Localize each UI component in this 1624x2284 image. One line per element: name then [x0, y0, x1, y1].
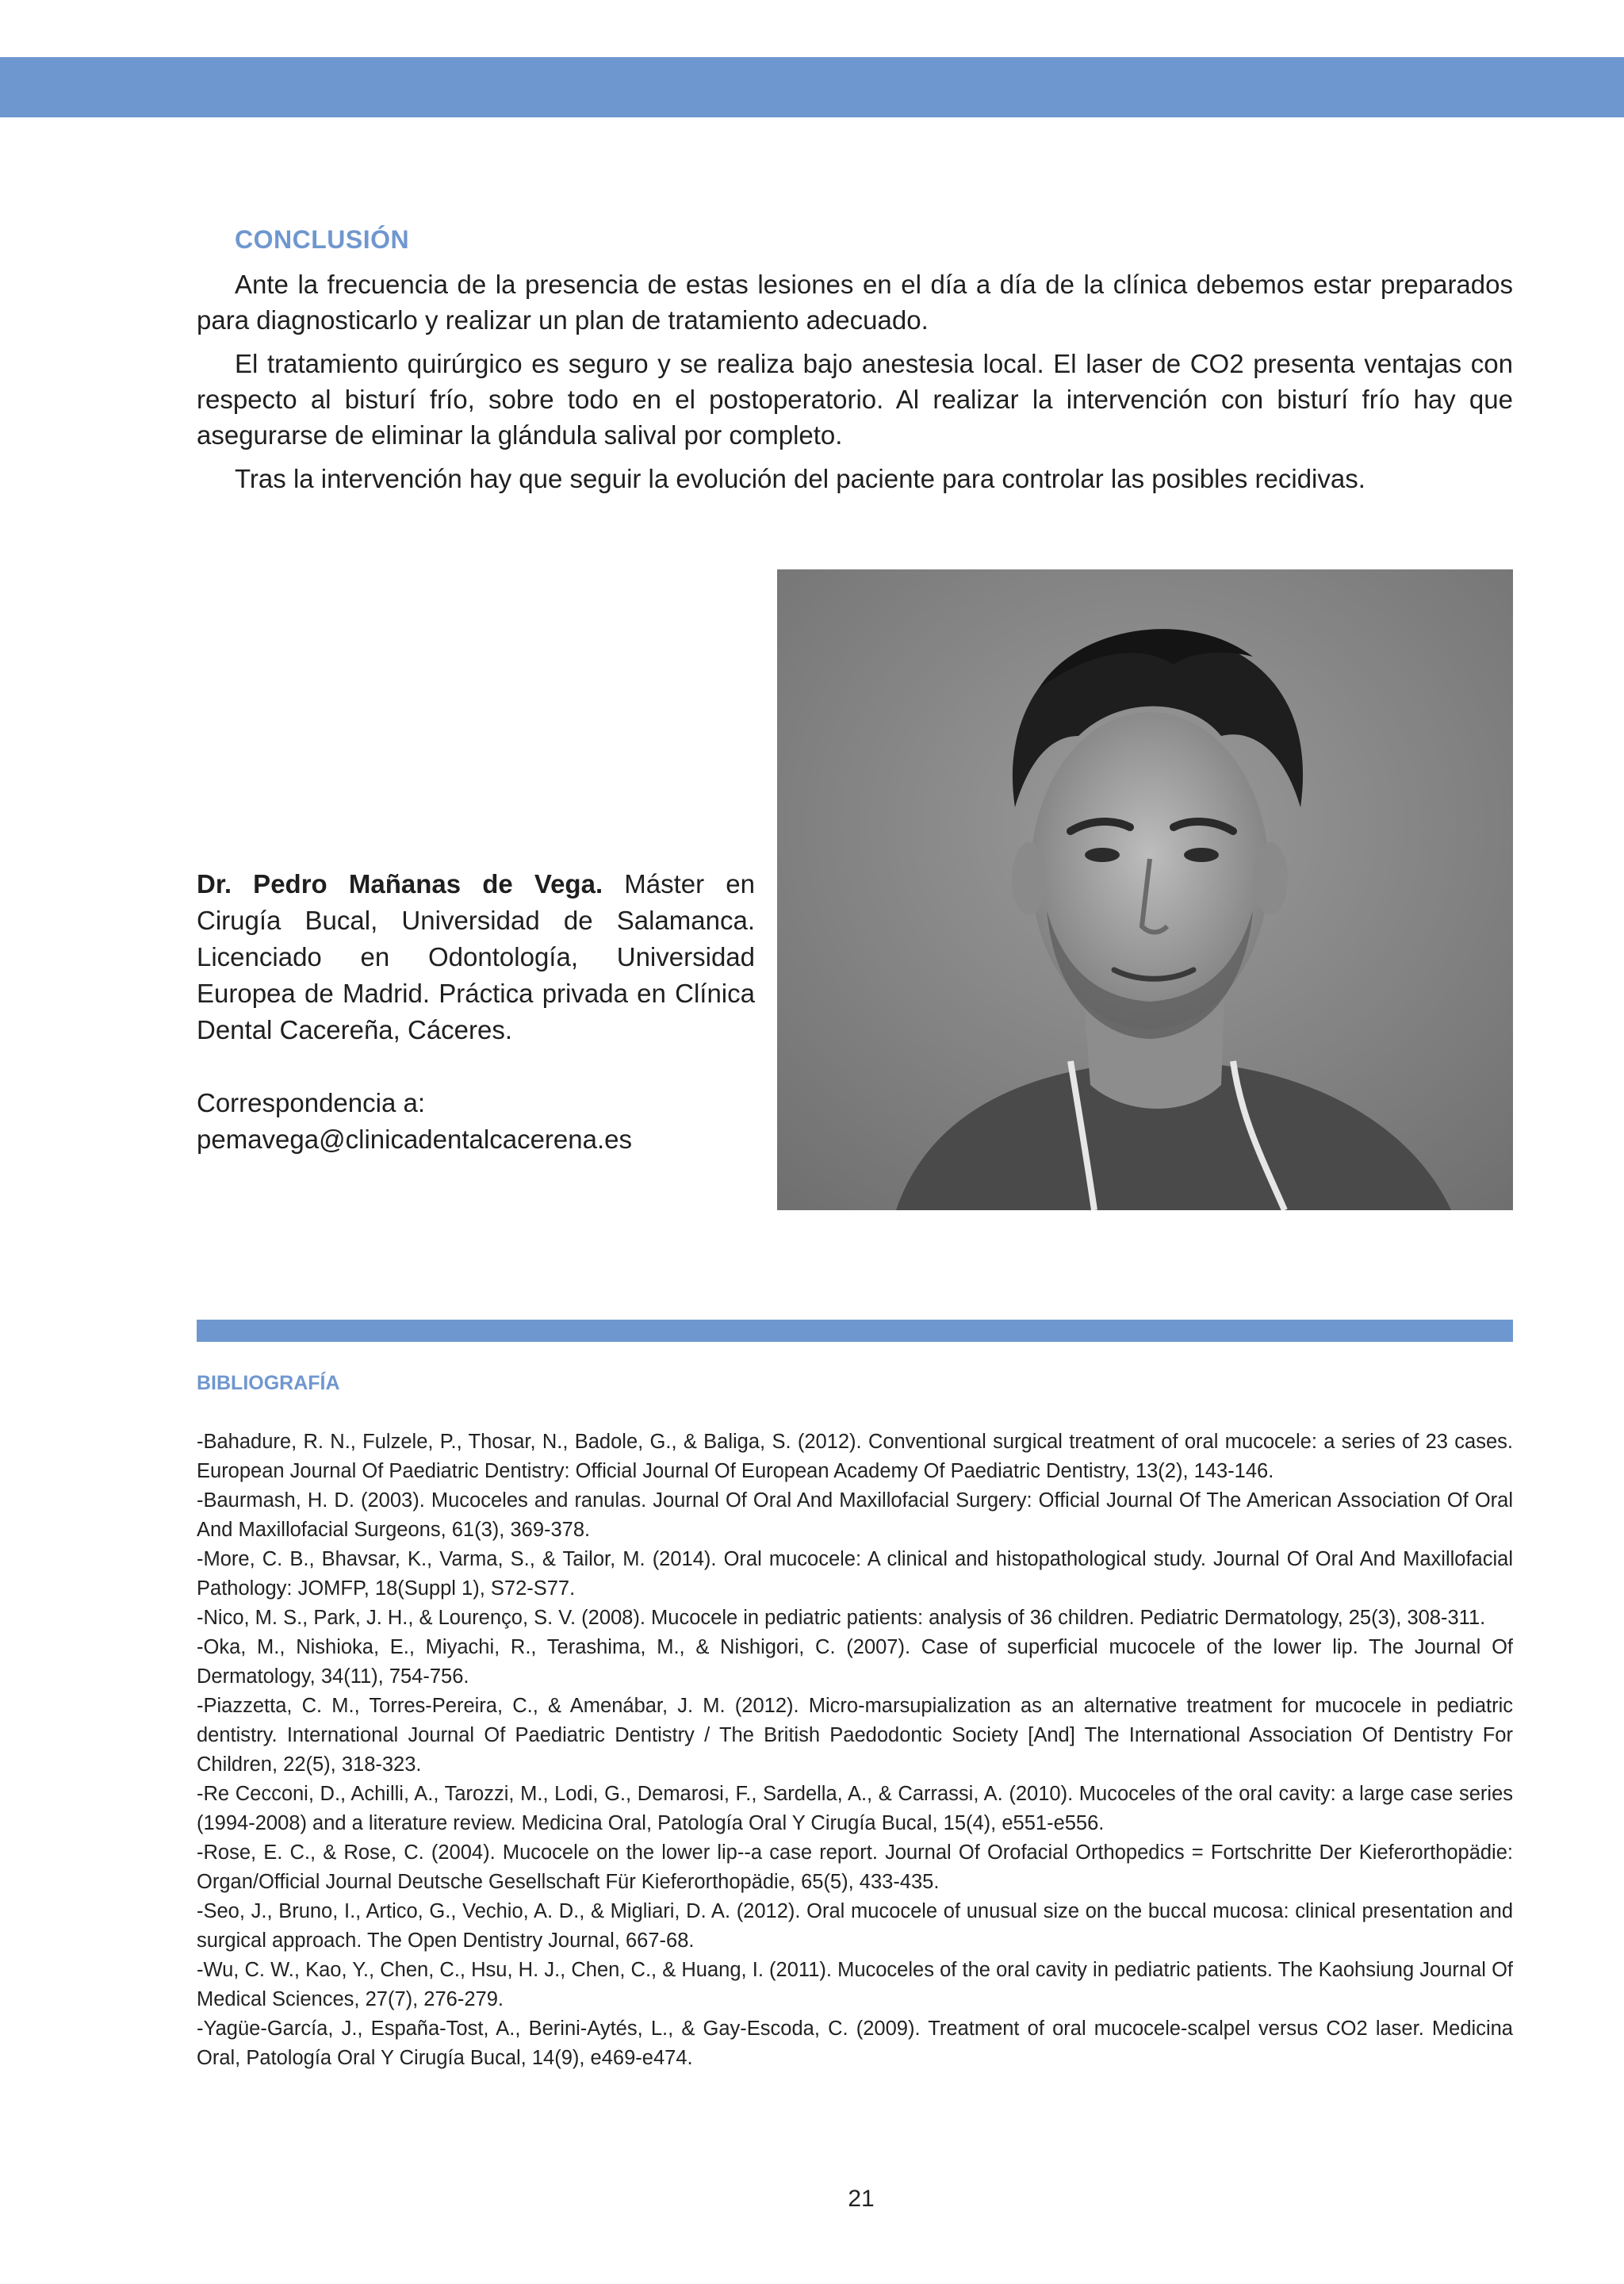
bibliography-entry: -Rose, E. C., & Rose, C. (2004). Mucocele on the lower lip--a case report. Journal Of Orofacial Orthopedics = Fortschritte Der Kieferorthopädie: Organ/Official Journal Deutsche Gesellschaft Für Kieferorthopädie, 65(5), 433-435. — [197, 1841, 1513, 1893]
author-email: pemavega@clinicadentalcacerena.es — [197, 1125, 632, 1154]
bibliography-entry: -Piazzetta, C. M., Torres-Pereira, C., & Amenábar, J. M. (2012). Micro-marsupialization as an alternative treatment for mucocele in pediatric dentistry. International Journal Of Paediatric Dentistry / The British Paedodontic Society [And] The International Association Of Dentistry For Children, 22(5), 318-323. — [197, 1695, 1513, 1776]
author-bio — [197, 866, 755, 1158]
bibliography-entry: -Yagüe-García, J., España-Tost, A., Berini-Aytés, L., & Gay-Escoda, C. (2009). Treatment of oral mucocele-scalpel versus CO2 laser. Medicina Oral, Patología Oral Y Cirugía Bucal, 14(9), e469-e474. — [197, 2018, 1513, 2069]
correspondence — [197, 1085, 755, 1158]
page-number: 21 — [848, 2186, 875, 2212]
bibliography-entry: -More, C. B., Bhavsar, K., Varma, S., & Tailor, M. (2014). Oral mucocele: A clinical and histopathological study. Journal Of Oral And Maxillofacial Pathology: JOMFP, 18(Suppl 1), S72-S77. — [197, 1548, 1513, 1600]
bibliography-entry: -Wu, C. W., Kao, Y., Chen, C., Hsu, H. J., Chen, C., & Huang, I. (2011). Mucoceles of the oral cavity in pediatric patients. The Kaohsiung Journal Of Medical Sciences, 27(7), 276-279. — [197, 1959, 1513, 2010]
conclusion-paragraph: El tratamiento quirúrgico es seguro y se realiza bajo anestesia local. El laser de CO2 presenta ventajas con respecto al bisturí frío, sobre todo en el postoperatorio. Al realizar la intervención con bisturí frío hay que asegurarse de eliminar la glándula salival por completo. — [197, 349, 1513, 450]
bibliography-heading: BIBLIOGRAFÍA — [197, 1372, 340, 1394]
bibliography-entry: -Re Cecconi, D., Achilli, A., Tarozzi, M., Lodi, G., Demarosi, F., Sardella, A., & Carrassi, A. (2010). Mucoceles of the oral cavity: a large case series (1994-2008) and a literature review. Medicina Oral, Patología Oral Y Cirugía Bucal, 15(4), e551-e556. — [197, 1783, 1513, 1834]
header-band — [0, 57, 1624, 117]
bibliography-entry: -Oka, M., Nishioka, E., Miyachi, R., Terashima, M., & Nishigori, C. (2007). Case of superficial mucocele of the lower lip. The Journal Of Dermatology, 34(11), 754-756. — [197, 1636, 1513, 1688]
correspondence-label: Correspondencia a: — [197, 1088, 426, 1117]
author-credentials: Máster en Cirugía Bucal, Universidad de Salamanca. Licenciado en Odontología, Universidad Europea de Madrid. Práctica privada en Clínica Dental Cacereña, Cáceres. — [197, 869, 755, 1044]
bibliography-entry: -Nico, M. S., Park, J. H., & Lourenço, S. V. (2008). Mucocele in pediatric patients: analysis of 36 children. Pediatric Dermatology, 25(3), 308-311. — [197, 1607, 1486, 1629]
bibliography-entry: -Bahadure, R. N., Fulzele, P., Thosar, N., Badole, G., & Baliga, S. (2012). Conventional surgical treatment of oral mucocele: a series of 23 cases. European Journal Of Paediatric Dentistry: Official Journal Of European Academy Of Paediatric Dentistry, 13(2), 143-146. — [197, 1431, 1513, 1482]
conclusion-paragraph: Tras la intervención hay que seguir la evolución del paciente para controlar las posibles recidivas. — [235, 464, 1365, 493]
bibliography-list — [197, 1428, 1513, 2073]
bibliography-entry: -Seo, J., Bruno, I., Artico, G., Vechio, A. D., & Migliari, D. A. (2012). Oral mucocele of unusual size on the buccal mucosa: clinical presentation and surgical approach. The Open Dentistry Journal, 667-68. — [197, 1900, 1513, 1952]
conclusion-heading: CONCLUSIÓN — [235, 225, 410, 254]
bibliography-entry: -Baurmash, H. D. (2003). Mucoceles and ranulas. Journal Of Oral And Maxillofacial Surgery: Official Journal Of The American Association Of Oral And Maxillofacial Surgeons, 61(3), 369-378. — [197, 1489, 1513, 1541]
conclusion-paragraph: Ante la frecuencia de la presencia de estas lesiones en el día a día de la clínica debemos estar preparados para diagnosticarlo y realizar un plan de tratamiento adecuado. — [197, 270, 1513, 335]
author-description — [197, 866, 755, 1048]
conclusion-body — [197, 266, 1513, 504]
author-portrait-image — [777, 569, 1513, 1210]
author-photo — [777, 569, 1513, 1210]
author-name: Dr. Pedro Mañanas de Vega. — [197, 869, 603, 899]
bibliography-band — [197, 1320, 1513, 1342]
